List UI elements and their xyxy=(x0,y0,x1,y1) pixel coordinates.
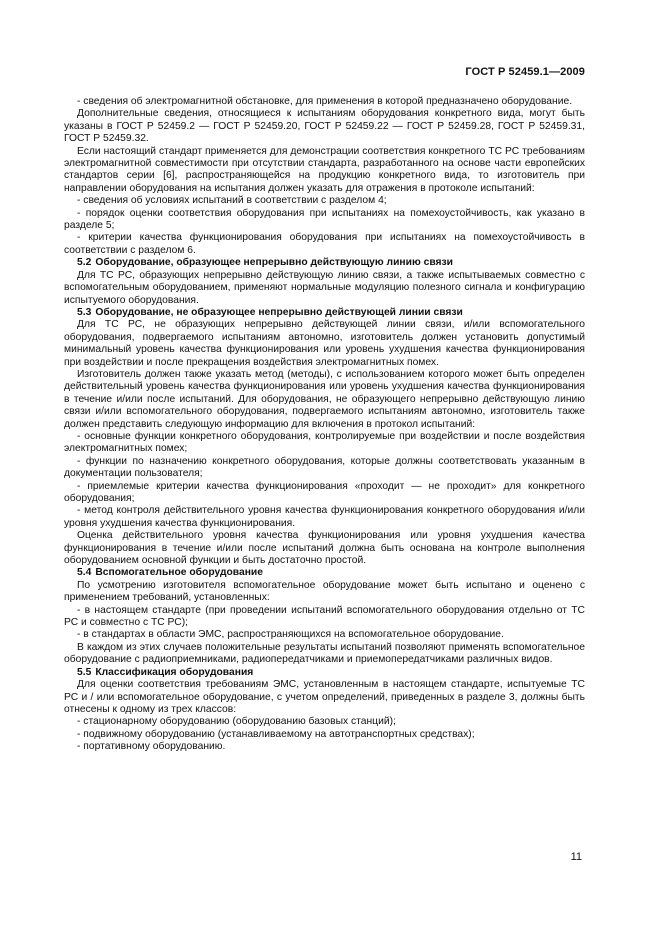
section-heading xyxy=(64,307,585,319)
paragraph: Если настоящий стандарт применяется для демонстрации соответствия конкретного ТС РС требованиям электромагнитной совместимости при отсутствии стандарта, разработанного на основе части европейских стандартов серии [6], распространяющейся на продукцию конкретного вида, то изготовитель при направлении оборудования на испытания должен указать для отражения в протоколе испытаний: xyxy=(64,145,585,194)
list-item: - в стандартах в области ЭМС, распространяющихся на вспомогательное оборудование. xyxy=(77,629,504,641)
section-heading xyxy=(64,257,585,269)
list-item: - в настоящем стандарте (при проведении испытаний вспомогательного оборудования отдельно от ТС РС и совместно с ТС РС); xyxy=(64,604,585,629)
paragraph: Для оценки соответствия требованиям ЭМС, установленным в настоящем стандарте, испытуемые ТС РС и / или вспомогательное оборудование, с учетом определений, приведенных в разделе 3, должны быть отнесены к одному из трех классов: xyxy=(64,679,585,715)
paragraph: По усмотрению изготовителя вспомогательное оборудование может быть испытано и оценено с применением требований, установленных: xyxy=(64,579,585,604)
section-title: Оборудование, образующее непрерывно действующую линию связи xyxy=(95,257,453,269)
list-item: - приемлемые критерии качества функционирования «проходит — не проходит» для конкретного оборудования; xyxy=(64,480,585,504)
list-item: - сведения об электромагнитной обстановке, для применения в которой предназначено оборудование. xyxy=(77,96,573,107)
paragraph: Для ТС РС, образующих непрерывно действующую линию связи, а также испытываемых совместно с вспомогательным оборудованием, применяют нормальные модуляцию полезного сигнала и конфигурацию испытуемого оборудования. xyxy=(64,269,585,306)
section-title: Классификация оборудования xyxy=(95,666,254,678)
list-item: - портативному оборудованию. xyxy=(77,741,226,753)
paragraph: Дополнительные сведения, относящиеся к испытаниям оборудования конкретного вида, могут быть указаны в ГОСТ Р 52459.2 — ГОСТ Р 52459.20, ГОСТ Р 52459.22 — ГОСТ Р 52459.28, ГОСТ Р 52459.31, ГОСТ Р 52459.32. xyxy=(64,108,585,145)
list-item: - сведения об условиях испытаний в соответствии с разделом 4; xyxy=(77,195,387,207)
section-heading xyxy=(64,667,585,679)
list-item: - метод контроля действительного уровня качества функционирования конкретного оборудования и/или уровня ухудшения качества функционирования. xyxy=(64,505,585,529)
paragraph: В каждом из этих случаев положительные результаты испытаний позволяют применять вспомогательное оборудование с радиоприемниками, радиопередатчиками и приемопередатчиками различных видов. xyxy=(64,641,585,666)
list-item: - критерии качества функционирования оборудования при испытаниях на помехоустойчивость в соответствии с разделом 6. xyxy=(64,232,585,256)
paragraph: Оценка действительного уровня качества функционирования или уровня ухудшения качества функционирования в течение и/или после испытаний должна быть основана на контроле выполнения оборудованием основной функции и быть достаточно простой. xyxy=(64,530,585,567)
document-header: ГОСТ Р 52459.1—2009 xyxy=(465,66,585,78)
section-number: 5.2 xyxy=(77,257,92,269)
section-title: Оборудование, не образующее непрерывно действующей линии связи xyxy=(95,306,463,318)
section-heading xyxy=(64,567,585,579)
list-item: - функции по назначению конкретного оборудования, которые должны соответствовать указанным в документации пользователя; xyxy=(64,455,585,480)
list-item: - стационарному оборудованию (оборудованию базовых станций); xyxy=(77,716,396,728)
paragraph: Изготовитель должен также указать метод (методы), с использованием которого может быть определен действительный уровень качества функционирования или уровень ухудшения качества функционирования в течение и/или после испытаний. Для оборудования, не образующего непрерывно действующую линию связи и/или вспомогательного оборудования, подвергаемого испытаниям автономно, изготовитель также должен представить следующую информацию для включения в протокол испытаний: xyxy=(64,368,585,430)
section-number: 5.3 xyxy=(77,306,92,318)
page-number: 11 xyxy=(570,851,582,863)
section-number: 5.5 xyxy=(77,666,92,678)
list-item: - подвижному оборудованию (устанавливаемому на автотранспортных средствах); xyxy=(77,728,475,740)
list-item: - основные функции конкретного оборудования, контролируемые при воздействии и после воздействия электромагнитных помех; xyxy=(64,430,585,455)
section-title: Вспомогательное оборудование xyxy=(95,567,263,579)
section-number: 5.4 xyxy=(77,567,92,579)
list-item: - порядок оценки соответствия оборудования при испытаниях на помехоустойчивость, как указано в разделе 5; xyxy=(64,207,585,232)
paragraph: Для ТС РС, не образующих непрерывно действующей линии связи, и/или вспомогательного оборудования, подвергаемого испытаниям автономно, изготовитель должен установить допустимый минимальный уровень качества функционирования или уровень ухудшения качества функционирования при воздействии и после прекращения воздействия электромагнитных помех. xyxy=(64,319,585,368)
document-body xyxy=(64,96,585,754)
